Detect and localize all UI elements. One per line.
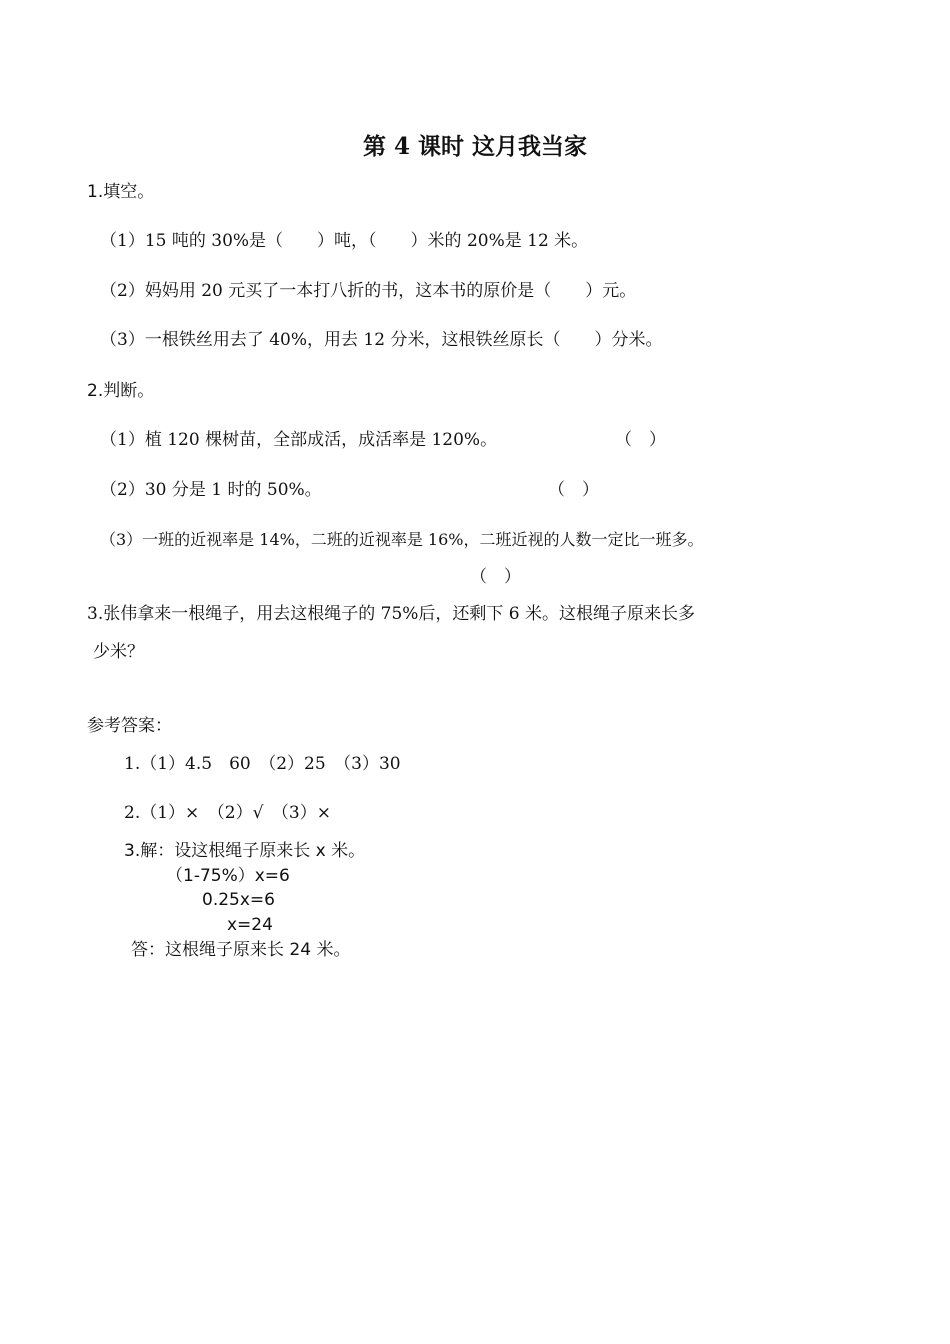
answer-2: 2.（1）× （2）√ （3）×: [124, 803, 331, 823]
q1-item-1: （1）15 吨的 30%是（ ）吨，（ ）米的 20%是 12 米。: [100, 231, 589, 251]
q2-heading: 2.判断。: [87, 381, 155, 401]
q2-item-3: （3）一班的近视率是 14%，二班的近视率是 16%，二班近视的人数一定比一班多。: [100, 530, 704, 549]
q2-item-1-bracket: （ ）: [615, 430, 666, 450]
q2-item-3-bracket: （ ）: [470, 567, 521, 587]
page-title: 第 4 课时 这月我当家: [362, 133, 588, 160]
q3-line-1: 3.张伟拿来一根绳子，用去这根绳子的 75%后，还剩下 6 米。这根绳子原来长多: [87, 604, 696, 624]
answers-heading: 参考答案：: [87, 716, 172, 736]
answer-3-equation-2: 0.25x=6: [202, 890, 275, 910]
answer-3-equation-1: （1-75%）x=6: [166, 866, 290, 886]
answer-3-intro: 3.解：设这根绳子原来长 x 米。: [124, 841, 366, 861]
answer-3-conclusion: 答：这根绳子原来长 24 米。: [131, 940, 351, 960]
q1-item-2: （2）妈妈用 20 元买了一本打八折的书，这本书的原价是（ ）元。: [100, 281, 637, 301]
q1-heading: 1.填空。: [87, 182, 155, 202]
q2-item-2-bracket: （ ）: [548, 480, 599, 500]
q1-item-3: （3）一根铁丝用去了 40%，用去 12 分米，这根铁丝原长（ ）分米。: [100, 330, 663, 350]
answer-1: 1.（1）4.5 60 （2）25 （3）30: [124, 754, 401, 774]
q2-item-1: （1）植 120 棵树苗，全部成活，成活率是 120%。: [100, 430, 498, 450]
q2-item-2: （2）30 分是 1 时的 50%。: [100, 480, 322, 500]
q3-line-2: 少米？: [93, 642, 144, 662]
answer-3-equation-3: x=24: [227, 915, 273, 935]
